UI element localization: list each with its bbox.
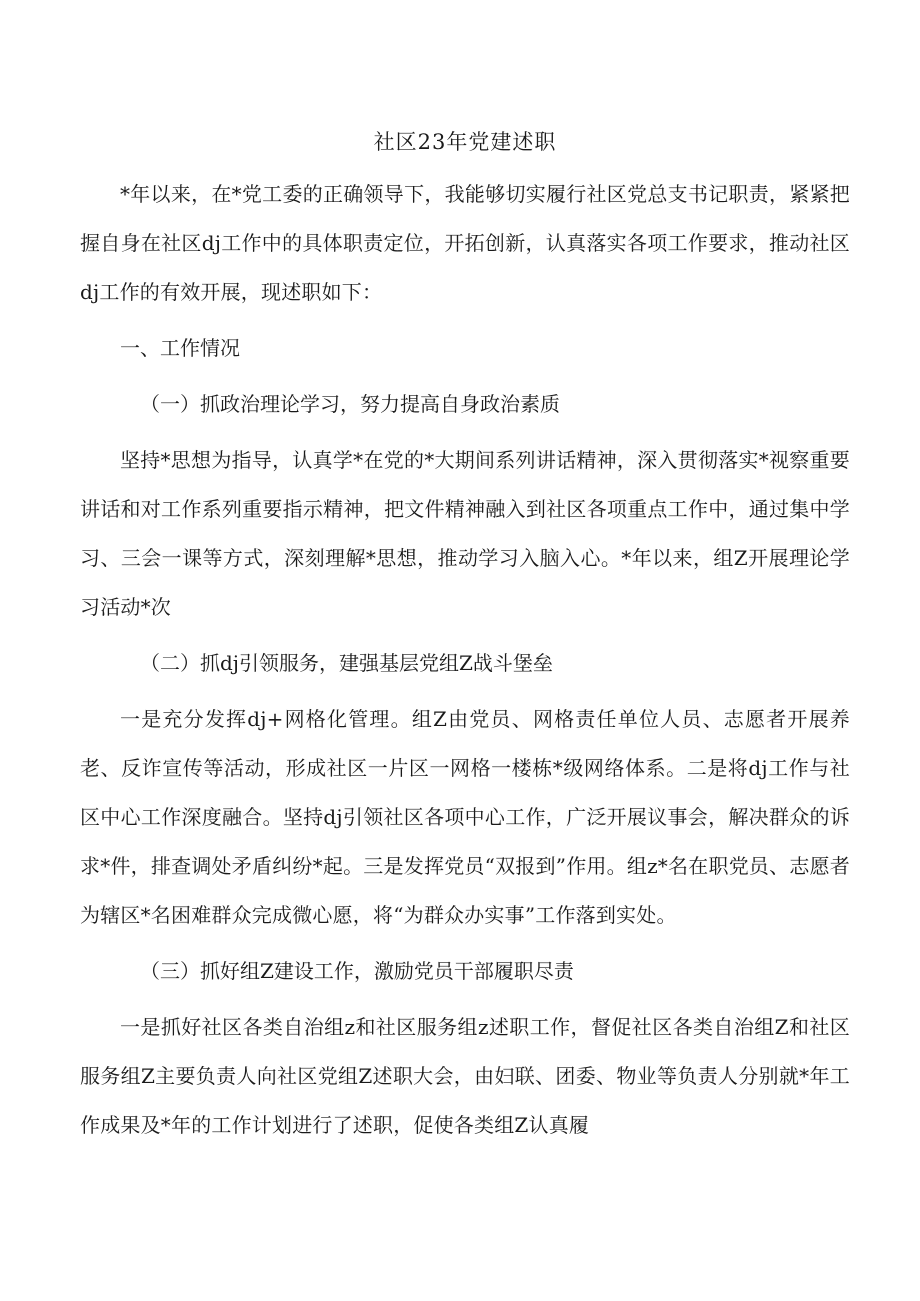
subsection-heading-theory-study: （一）抓政治理论学习，努力提高自身政治素质 (140, 392, 560, 416)
intro-paragraph: *年以来，在*党工委的正确领导下，我能够切实履行社区党总支书记职责，紧紧把握自身在社区dj工作中的具体职责定位，开拓创新，认真落实各项工作要求，推动社区dj工作的有效开展，现述职如下： (80, 182, 850, 304)
document-content (80, 120, 850, 1157)
document-title: 社区23年党建述职 (373, 130, 557, 154)
section-heading-work-status: 一、工作情况 (120, 336, 240, 360)
theory-study-paragraph: 坚持*思想为指导，认真学*在党的*大期间系列讲话精神，深入贯彻落实*视察重要讲话和对工作系列重要指示精神，把文件精神融入到社区各项重点工作中，通过集中学习、三会一课等方式，深刻理解*思想，推动学习入脑入心。*年以来，组Z开展理论学习活动*次 (80, 448, 850, 619)
dj-service-paragraph: 一是充分发挥dj+网格化管理。组Z由党员、网格责任单位人员、志愿者开展养老、反诈宣传等活动，形成社区一片区一网格一楼栋*级网络体系。二是将dj工作与社区中心工作深度融合。坚持dj引领社区各项中心工作，广泛开展议事会，解决群众的诉求*件，排查调处矛盾纠纷*起。三是发挥党员“双报到”作用。组z*名在职党员、志愿者为辖区*名困难群众完成微心愿，将“为群众办实事”工作落到实处。 (80, 707, 850, 927)
subsection-heading-dj-service: （二）抓dj引领服务，建强基层党组Z战斗堡垒 (140, 651, 553, 675)
subsection-heading-organization-building: （三）抓好组Z建设工作，激励党员干部履职尽责 (140, 959, 574, 983)
organization-building-paragraph: 一是抓好社区各类自治组z和社区服务组z述职工作，督促社区各类自治组Z和社区服务组Z主要负责人向社区党组Z述职大会，由妇联、团委、物业等负责人分别就*年工作成果及*年的工作计划进行了述职，促使各类组Z认真履 (80, 1015, 850, 1137)
